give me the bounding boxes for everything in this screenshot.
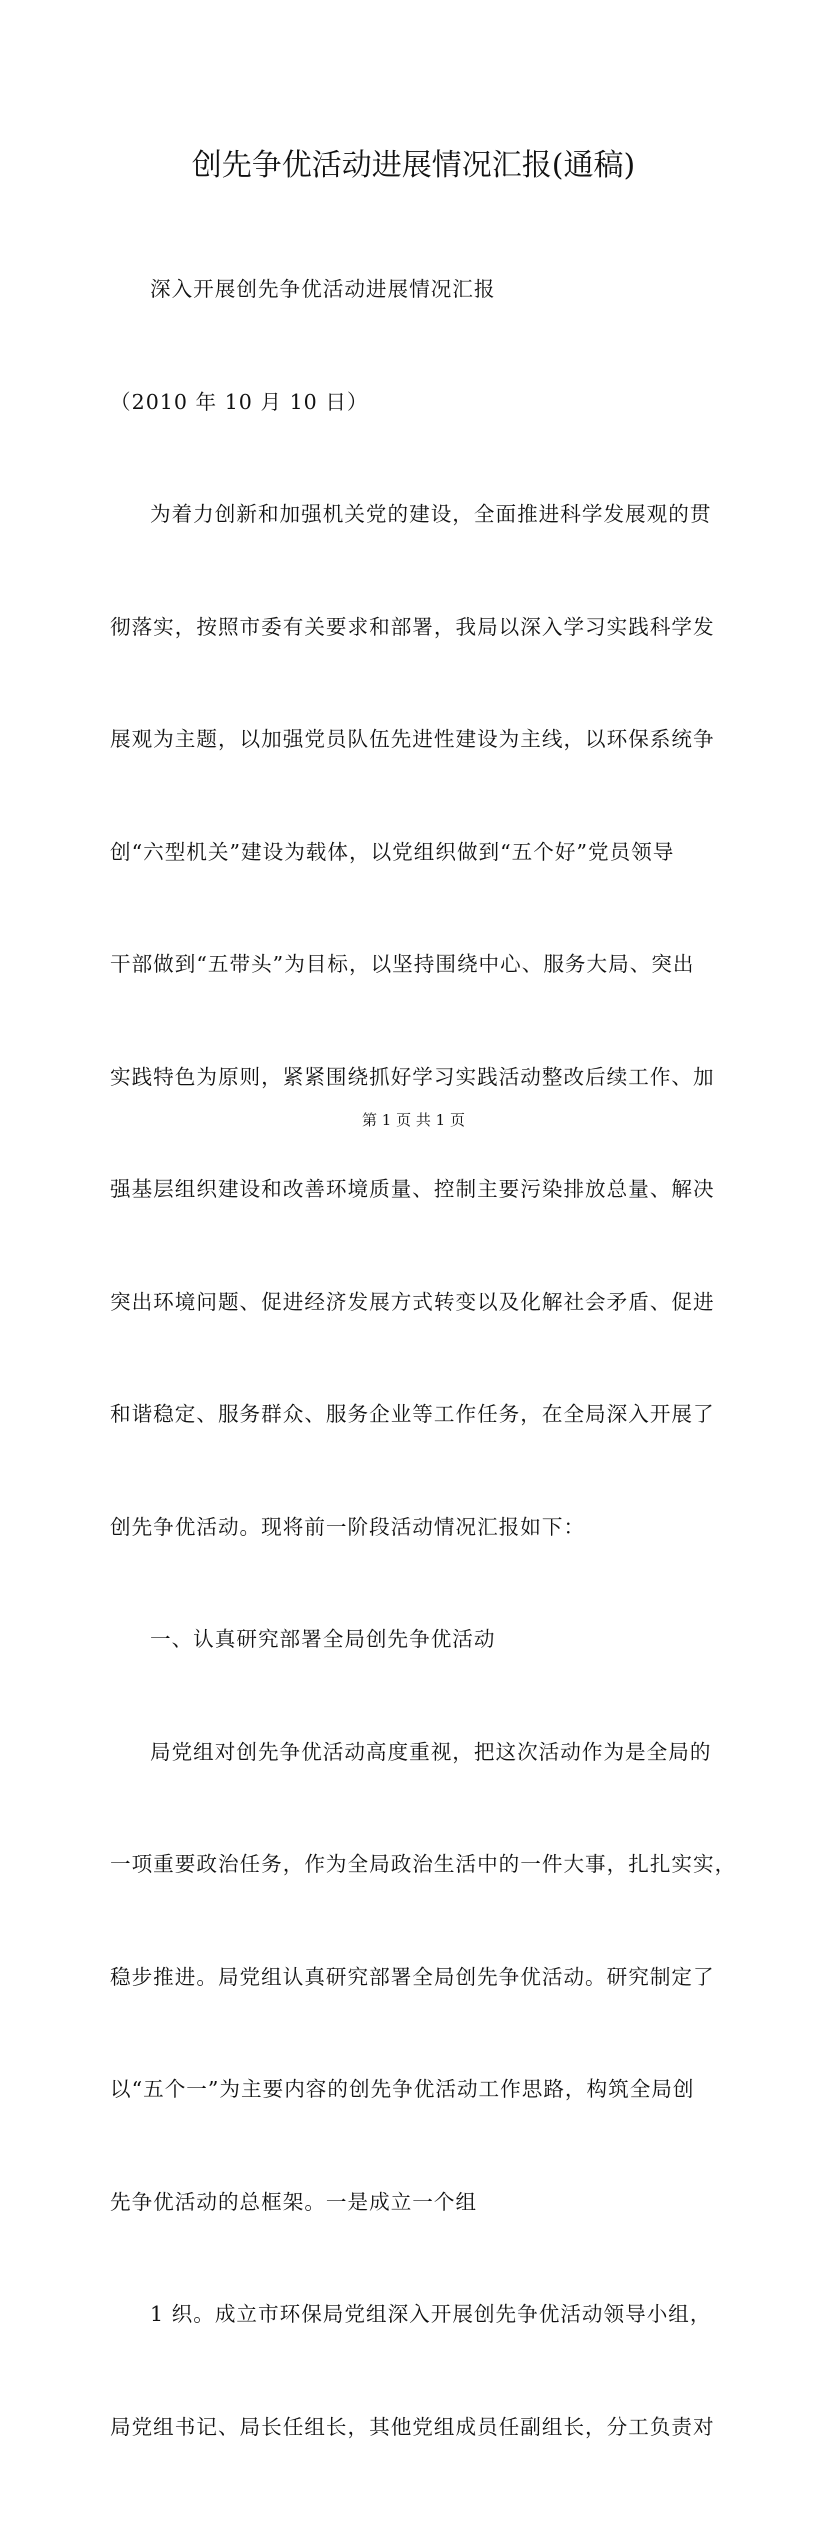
paragraph-line: 彻落实，按照市委有关要求和部署，我局以深入学习实践科学发 [110, 614, 715, 639]
paragraph-line: 实践特色为原则，紧紧围绕抓好学习实践活动整改后续工作、加 [110, 1064, 715, 1089]
paragraph-line: 1 织。成立市环保局党组深入开展创先争优活动领导小组， [150, 2302, 712, 2326]
paragraph-line: 先争优活动的总框架。一是成立一个组 [110, 2189, 478, 2214]
paragraph-line: 干部做到“五带头”为目标，以坚持围绕中心、服务大局、突出 [110, 952, 695, 976]
paragraph-line: 和谐稳定、服务群众、服务企业等工作任务，在全局深入开展了 [110, 1402, 715, 1426]
page-footer: 第 1 页 共 1 页 [362, 1111, 465, 1129]
paragraph-line: 强基层组织建设和改善环境质量、控制主要污染排放总量、解决 [110, 1177, 715, 1201]
paragraph-line: 局党组对创先争优活动高度重视，把这次活动作为是全局的 [150, 1739, 712, 1764]
paragraph-line: 为着力创新和加强机关党的建设，全面推进科学发展观的贯 [150, 502, 712, 526]
paragraph-line: 展观为主题，以加强党员队伍先进性建设为主线，以环保系统争 [110, 727, 715, 751]
paragraph-line: 稳步推进。局党组认真研究部署全局创先争优活动。研究制定了 [110, 1964, 715, 1989]
section-heading: 一、认真研究部署全局创先争优活动 [150, 1627, 496, 1651]
paragraph-line: 创先争优活动。现将前一阶段活动情况汇报如下： [110, 1514, 586, 1539]
paragraph-line: 局党组书记、局长任组长，其他党组成员任副组长，分工负责对 [110, 2414, 715, 2439]
subtitle-line: 深入开展创先争优活动进展情况汇报 [150, 277, 496, 301]
date-line: （2010 年 10 月 10 日） [110, 389, 369, 414]
paragraph-line: 一项重要政治任务，作为全局政治生活中的一件大事，扎扎实实， [110, 1852, 737, 1876]
document-body [110, 196, 737, 2521]
document-title: 创先争优活动进展情况汇报(通稿) [191, 148, 636, 183]
paragraph-line: 创“六型机关”建设为载体，以党组织做到“五个好”党员领导 [110, 839, 675, 864]
paragraph-line: 以“五个一”为主要内容的创先争优活动工作思路，构筑全局创 [110, 2077, 695, 2101]
paragraph-line: 突出环境问题、促进经济发展方式转变以及化解社会矛盾、促进 [110, 1289, 715, 1314]
